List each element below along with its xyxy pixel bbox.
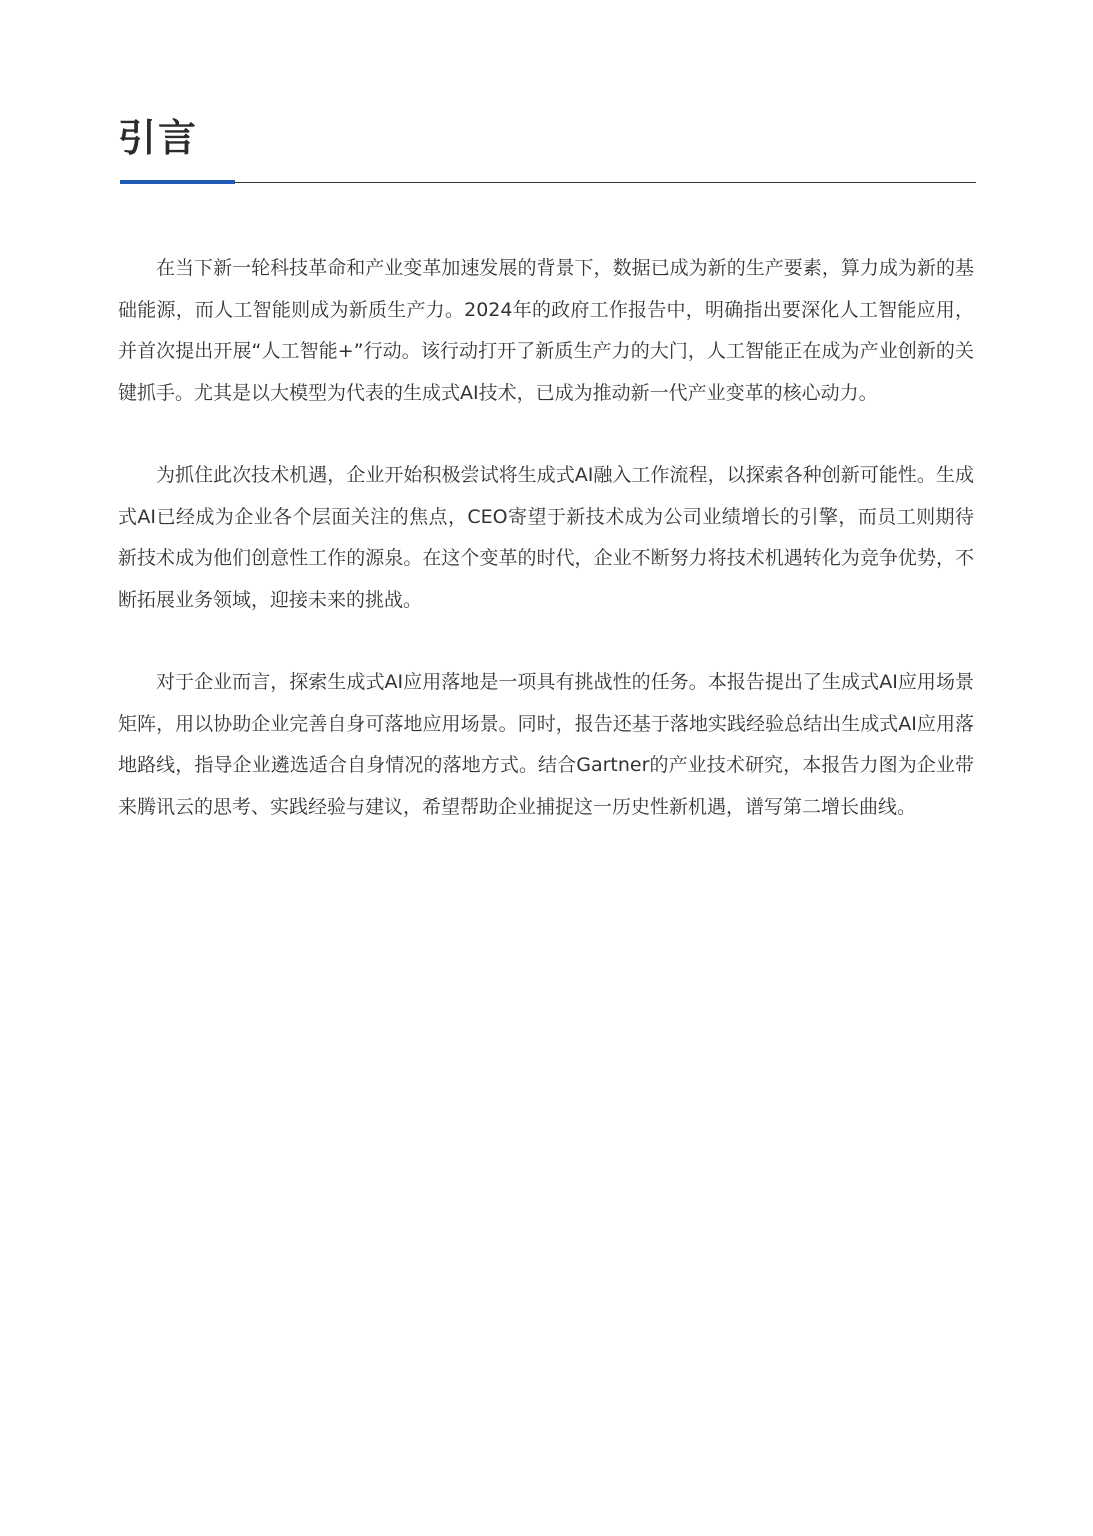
body-text: [118, 248, 974, 869]
title-accent-bar: [120, 180, 235, 184]
paragraph-2: 为抓住此次技术机遇，企业开始积极尝试将生成式AI融入工作流程，以探索各种创新可能性。生成式AI已经成为企业各个层面关注的焦点，CEO寄望于新技术成为公司业绩增长的引擎，而员工则期待新技术成为他们创意性工作的源泉。在这个变革的时代，企业不断努力将技术机遇转化为竞争优势，不断拓展业务领域，迎接未来的挑战。: [118, 464, 974, 611]
page-title: 引言: [118, 116, 199, 160]
paragraph-3: 对于企业而言，探索生成式AI应用落地是一项具有挑战性的任务。本报告提出了生成式AI应用场景矩阵，用以协助企业完善自身可落地应用场景。同时，报告还基于落地实践经验总结出生成式AI应用落地路线，指导企业遴选适合自身情况的落地方式。结合Gartner的产业技术研究，本报告力图为企业带来腾讯云的思考、实践经验与建议，希望帮助企业捕捉这一历史性新机遇，谱写第二增长曲线。: [118, 671, 974, 818]
paragraph-1: 在当下新一轮科技革命和产业变革加速发展的背景下，数据已成为新的生产要素，算力成为新的基础能源，而人工智能则成为新质生产力。2024年的政府工作报告中，明确指出要深化人工智能应用，并首次提出开展“人工智能+”行动。该行动打开了新质生产力的大门，人工智能正在成为产业创新的关键抓手。尤其是以大模型为代表的生成式AI技术，已成为推动新一代产业变革的核心动力。: [118, 257, 974, 404]
title-divider: [120, 182, 976, 183]
